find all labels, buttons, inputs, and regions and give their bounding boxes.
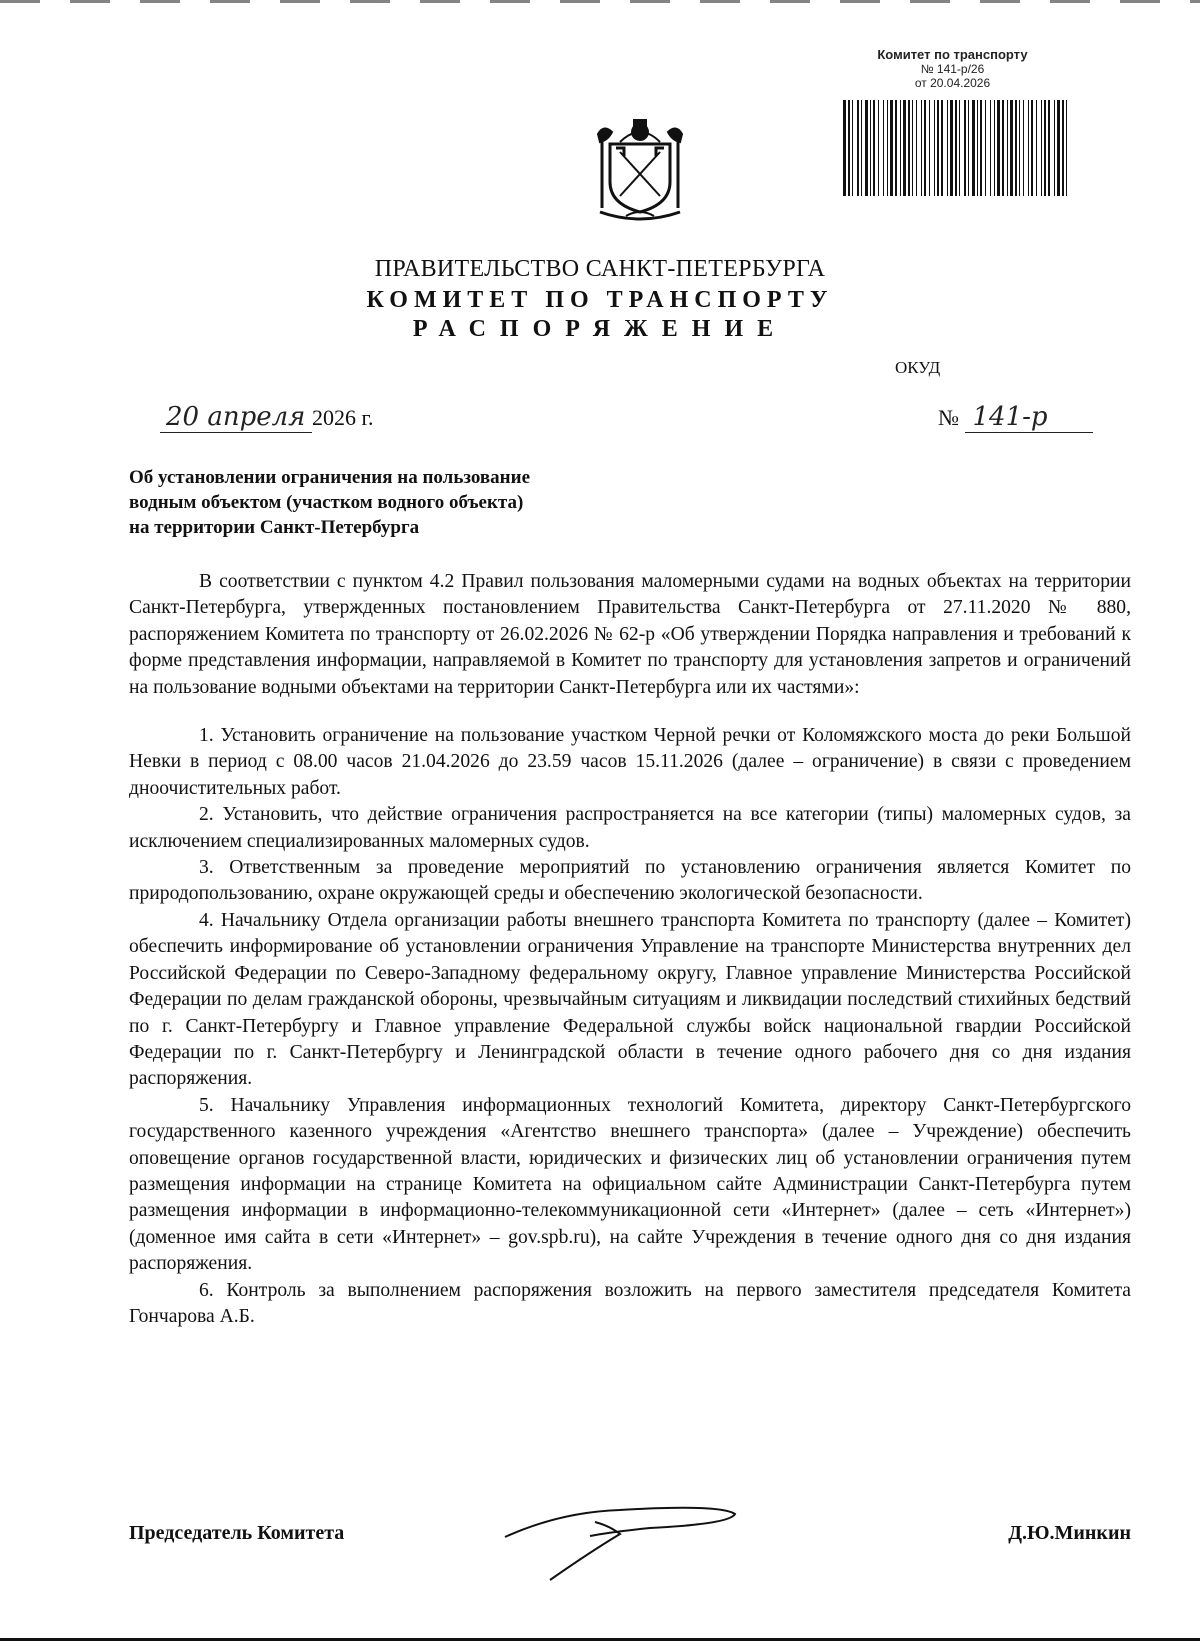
- handwritten-date: 20 апреля: [160, 402, 312, 433]
- stamp-number: № 141-р/26: [920, 62, 985, 76]
- order-item: 2. Установить, что действие ограничения распространяется на все категории (типы) маломерных судов, за исключением специализированных маломерных судов.: [129, 804, 1131, 852]
- registration-stamp: [840, 48, 1065, 90]
- title-line: на территории Санкт-Петербурга: [129, 517, 420, 538]
- document-title: [129, 465, 689, 540]
- title-line: Об установлении ограничения на пользование: [129, 467, 531, 488]
- committee-heading: КОМИТЕТ ПО ТРАНСПОРТУ: [366, 287, 834, 313]
- order-item: 5. Начальнику Управления информационных технологий Комитета, директору Санкт-Петербургского государственного казенного учреждения «Агентство внешнего транспорта» (далее – Учреждение) обеспечить оповещение органов государственной власти, юридических и физических лиц об установлении ограничения путем размещения информации на странице Комитета на официальном сайте Администрации Санкт-Петербурга путем размещения информации в информационно-телекоммуникационной сети «Интернет» (далее – сеть «Интернет») (доменное имя сайта в сети «Интернет» – gov.spb.ru), на сайте Учреждения в течение одного дня со дня издания распоряжения.: [129, 1094, 1131, 1275]
- number-prefix: №: [938, 405, 959, 430]
- order-item: 1. Установить ограничение на пользование участком Черной речки от Коломяжского моста до реки Большой Невки в период с 08.00 часов 21.04.2026 до 23.59 часов 15.11.2026 (далее – ограничение) в связи с проведением дноочистительных работ.: [129, 725, 1131, 799]
- scan-edge-artifact: [0, 0, 1200, 3]
- document-date: [160, 402, 374, 433]
- scan-edge-artifact: [0, 1638, 1200, 1641]
- signatory-position: Председатель Комитета: [129, 1522, 345, 1544]
- date-year: 2026 г.: [312, 405, 374, 430]
- barcode-icon: [843, 100, 1070, 196]
- order-item: 4. Начальнику Отдела организации работы внешнего транспорта Комитета по транспорту (далее – Комитет) обеспечить информирование об установлении ограничения Управление на транспорте Министерства внутренних дел Российской Федерации по Северо-Западному федеральному округу, Главное управление Министерства Российской Федерации по делам гражданской обороны, чрезвычайным ситуациям и ликвидации последствий стихийных бедствий по г. Санкт-Петербургу и Главное управление Федеральной службы войск национальной гвардии Российской Федерации по г. Санкт-Петербургу и Ленинградской области в течение одного рабочего дня со дня издания распоряжения.: [129, 909, 1131, 1090]
- document-type-heading: РАСПОРЯЖЕНИЕ: [412, 316, 788, 342]
- order-item: 6. Контроль за выполнением распоряжения возложить на первого заместителя председателя Комитета Гончарова А.Б.: [129, 1279, 1131, 1327]
- handwritten-number: 141-р: [965, 402, 1093, 433]
- government-heading: ПРАВИТЕЛЬСТВО САНКТ-ПЕТЕРБУРГА: [374, 256, 826, 282]
- stamp-organization: Комитет по транспорту: [877, 47, 1028, 62]
- signature-block: [129, 1522, 1131, 1562]
- preamble-paragraph: В соответствии с пунктом 4.2 Правил пользования маломерными судами на водных объектах на территории Санкт-Петербурга, утвержденных постановлением Правительства Санкт-Петербурга от 27.11.2020 № 880, распоряжением Комитета по транспорту от 26.02.2026 № 62-р «Об утверждении Порядка направления и требований к форме представления информации, направляемой в Комитет по транспорту для установления запретов и ограничений на пользование водными объектами на территории Санкт-Петербурга или их частями»:: [129, 571, 1131, 698]
- document-number: [938, 402, 1093, 433]
- signatory-name: Д.Ю.Минкин: [1008, 1522, 1131, 1544]
- title-line: водным объектом (участком водного объекта): [129, 492, 524, 513]
- order-item: 3. Ответственным за проведение мероприятий по установлению ограничения является Комитет по природопользованию, охране окружающей среды и обеспечению экологической безопасности.: [129, 857, 1131, 905]
- coat-of-arms-icon: [590, 112, 690, 224]
- okud-label: ОКУД: [895, 358, 941, 377]
- stamp-date: от 20.04.2026: [914, 76, 991, 90]
- document-body: [129, 569, 1131, 1330]
